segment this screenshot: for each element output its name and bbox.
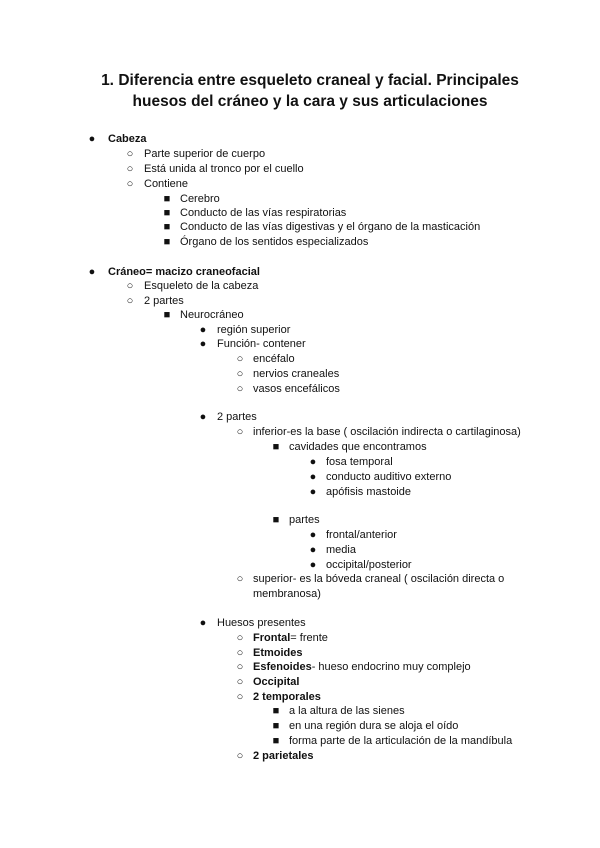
list-item: Huesos presentes [217, 617, 306, 629]
bullet-circle: ○ [126, 178, 134, 190]
bullet-disc: ● [199, 324, 207, 336]
bullet-circle: ○ [236, 661, 244, 673]
bullet-disc: ● [199, 617, 207, 629]
bullet-disc: ● [199, 411, 207, 423]
section-title-cabeza: Cabeza [108, 133, 147, 145]
list-item-temporales: 2 temporales [253, 691, 321, 703]
list-item: media [326, 544, 356, 556]
bullet-circle: ○ [236, 383, 244, 395]
list-item: Función- contener [217, 338, 306, 350]
list-item: frontal/anterior [326, 529, 397, 541]
bullet-disc: ● [309, 544, 317, 556]
list-item: vasos encefálicos [253, 383, 340, 395]
list-item: Conducto de las vías respiratorias [180, 207, 347, 219]
bullet-disc: ● [309, 471, 317, 483]
bullet-disc: ● [199, 338, 207, 350]
bullet-circle: ○ [236, 632, 244, 644]
bullet-disc: ● [309, 559, 317, 571]
bullet-circle: ○ [236, 426, 244, 438]
term-description: = frente [290, 632, 328, 644]
term-bold: Esfenoides [253, 661, 312, 673]
bullet-circle: ○ [126, 295, 134, 307]
list-item: a la altura de las sienes [289, 705, 405, 717]
list-item: región superior [217, 324, 291, 336]
list-item-frontal [253, 631, 328, 645]
list-item: nervios craneales [253, 368, 340, 380]
bullet-circle: ○ [126, 148, 134, 160]
list-item: apófisis mastoide [326, 486, 411, 498]
list-item: Parte superior de cuerpo [144, 148, 266, 160]
list-item-esfenoides [253, 660, 471, 674]
bullet-square: ■ [272, 720, 280, 732]
list-item: superior- es la bóveda craneal ( oscilación directa o [253, 573, 505, 585]
bullet-square: ■ [272, 705, 280, 717]
bullet-circle: ○ [126, 163, 134, 175]
bullet-square: ■ [163, 221, 171, 233]
bullet-square: ■ [272, 735, 280, 747]
bullet-square: ■ [163, 193, 171, 205]
bullet-disc: ● [309, 486, 317, 498]
bullet-circle: ○ [236, 676, 244, 688]
list-item: Esqueleto de la cabeza [144, 280, 259, 292]
list-item: en una región dura se aloja el oído [289, 720, 459, 732]
list-item: Cerebro [180, 193, 220, 205]
list-item: forma parte de la articulación de la mandíbula [289, 735, 513, 747]
list-item: 2 partes [144, 295, 184, 307]
list-item: Contiene [144, 178, 189, 190]
bullet-circle: ○ [236, 691, 244, 703]
bullet-square: ■ [272, 514, 280, 526]
list-item: inferior-es la base ( oscilación indirecta o cartilaginosa) [253, 426, 521, 438]
bullet-disc: ● [88, 266, 96, 278]
heading-number: 1. [101, 72, 114, 89]
term-description: - hueso endocrino muy complejo [311, 661, 471, 673]
list-item: encéfalo [253, 353, 295, 365]
list-item: Neurocráneo [180, 309, 244, 321]
bullet-circle: ○ [236, 573, 244, 585]
list-item: conducto auditivo externo [326, 471, 452, 483]
list-item-continuation: membranosa) [253, 588, 321, 600]
bullet-square: ■ [163, 207, 171, 219]
list-item: Está unida al tronco por el cuello [144, 163, 304, 175]
bullet-disc: ● [88, 133, 96, 145]
list-item-occipital: Occipital [253, 676, 300, 688]
bullet-square: ■ [163, 236, 171, 248]
list-item-parietales: 2 parietales [253, 750, 314, 762]
bullet-circle: ○ [126, 280, 134, 292]
list-item: occipital/posterior [326, 559, 412, 571]
bullet-circle: ○ [236, 750, 244, 762]
bullet-square: ■ [163, 309, 171, 321]
bullet-circle: ○ [236, 368, 244, 380]
list-item: partes [289, 514, 320, 526]
bullet-circle: ○ [236, 647, 244, 659]
term-bold: Frontal [253, 632, 291, 644]
heading-line-1: Diferencia entre esqueleto craneal y facial. Principales [118, 72, 519, 89]
bullet-disc: ● [309, 456, 317, 468]
bullet-disc: ● [309, 529, 317, 541]
page-title [80, 70, 540, 112]
bullet-circle: ○ [236, 353, 244, 365]
heading-line-2: huesos del cráneo y la cara y sus articulaciones [132, 93, 488, 110]
section-title-craneo: Cráneo= macizo craneofacial [108, 266, 260, 278]
bullet-square: ■ [272, 441, 280, 453]
list-item: cavidades que encontramos [289, 441, 427, 453]
list-item: 2 partes [217, 411, 257, 423]
list-item: Conducto de las vías digestivas y el órgano de la masticación [180, 221, 481, 233]
list-item: fosa temporal [326, 456, 393, 468]
list-item: Órgano de los sentidos especializados [180, 236, 369, 248]
list-item-etmoides: Etmoides [253, 647, 303, 659]
